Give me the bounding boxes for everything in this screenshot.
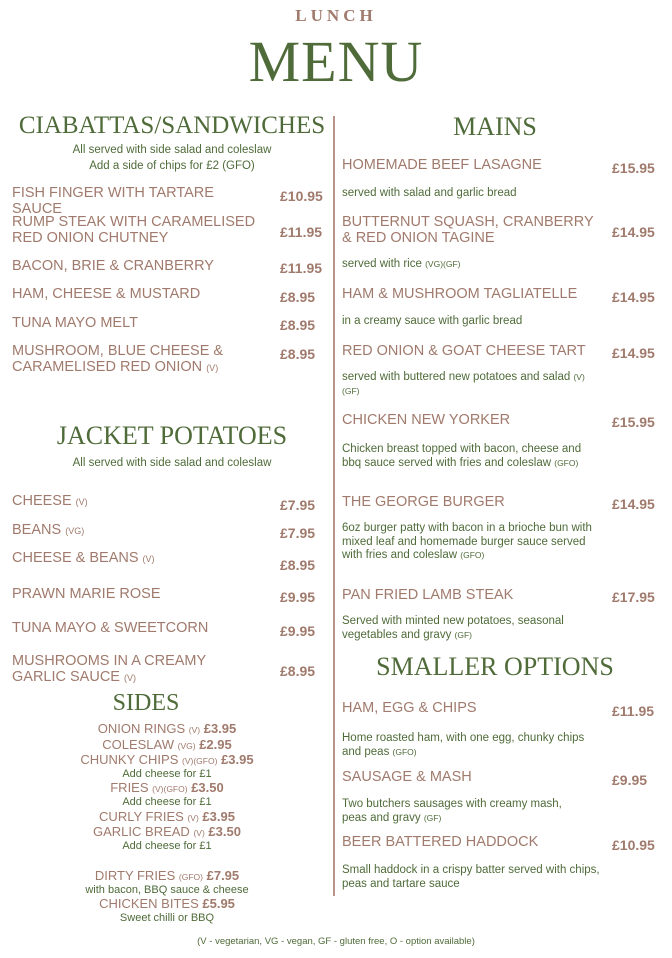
- ciabattas-subtitle-2: Add a side of chips for £2 (GFO): [89, 160, 255, 172]
- main-item-price: £14.95: [612, 496, 655, 512]
- main-item-price: £15.95: [612, 414, 655, 430]
- dietary-legend: (V - vegetarian, VG - vegan, GF - gluten free, O - option available): [197, 936, 475, 947]
- main-item-description: [342, 732, 604, 759]
- main-item-description: [342, 371, 602, 398]
- menu-item-price: £7.95: [280, 497, 316, 513]
- menu-item-name: TUNA MAYO MELT: [12, 315, 138, 331]
- main-item-price: £14.95: [612, 345, 655, 361]
- main-item-name: BUTTERNUT SQUASH, CRANBERRY & RED ONION TAGINE: [342, 214, 594, 246]
- dietary-tag: (VG): [177, 741, 196, 751]
- side-item: [12, 722, 322, 737]
- menu-item-price: £10.95: [280, 188, 323, 204]
- side-note: with bacon, BBQ sauce & cheese: [85, 884, 249, 896]
- dietary-tag: (V): [188, 725, 201, 735]
- menu-item-name: CHEESE & BEANS: [12, 550, 139, 566]
- dietary-tag: (GFO): [178, 872, 203, 882]
- menu-item: [12, 494, 262, 511]
- main-item-name: HAM, EGG & CHIPS: [342, 700, 477, 716]
- side-item: [12, 810, 322, 825]
- menu-title: MENU: [248, 29, 424, 94]
- dietary-tag: (V): [187, 813, 199, 823]
- side-note: Sweet chilli or BBQ: [119, 912, 215, 924]
- main-item-price: £17.95: [612, 589, 655, 605]
- main-item-description-text: 6oz burger patty with bacon in a brioche bun with mixed leaf and homemade burger sauce served with fries and coleslaw: [342, 522, 592, 561]
- dietary-tag: (VG)(GF): [425, 259, 461, 269]
- side-item-name: CHICKEN BITES: [99, 896, 199, 911]
- main-item-name: CHICKEN NEW YORKER: [342, 412, 511, 428]
- menu-item: [12, 551, 262, 568]
- side-item-name: CHUNKY CHIPS: [80, 752, 179, 767]
- main-item-description-text: Chicken breast topped with bacon, cheese and bbq sauce served with fries and coleslaw: [342, 443, 582, 469]
- side-item: [12, 753, 322, 768]
- menu-item-price: £8.95: [280, 663, 316, 679]
- dietary-tag: (GF): [454, 629, 472, 640]
- side-item: [12, 897, 322, 911]
- dietary-tag: (GFO): [554, 457, 579, 468]
- side-note: Add cheese for £1: [122, 768, 212, 780]
- main-item-description-text: Served with minted new potatoes, seasonal vegetables and gravy: [342, 615, 564, 641]
- side-item-price: £3.95: [202, 809, 235, 824]
- side-item-name: DIRTY FRIES: [94, 868, 176, 883]
- dietary-tag: (GFO): [460, 550, 485, 560]
- menu-item-name: RUMP STEAK WITH CARAMELISED RED ONION CHUTNEY: [12, 214, 256, 246]
- dietary-tag: (V): [193, 828, 205, 838]
- side-item-price: £7.95: [206, 868, 240, 883]
- dietary-tag: (V)(GFO): [152, 784, 188, 794]
- side-item: [12, 781, 322, 796]
- main-item-description: Small haddock in a crispy batter served with chips, peas and tartare sauce: [342, 864, 600, 890]
- main-item-price: £14.95: [612, 224, 655, 240]
- side-item-price: £2.95: [199, 737, 232, 752]
- side-item-name: FRIES: [110, 780, 149, 795]
- main-item-price: £10.95: [612, 837, 655, 853]
- menu-item-name: BEANS: [12, 522, 62, 538]
- dietary-tag: (V): [124, 672, 137, 683]
- side-item-price: £5.95: [202, 896, 235, 911]
- main-item-description: served with salad and garlic bread: [342, 187, 517, 199]
- lunch-heading: LUNCH: [295, 6, 377, 25]
- main-item-name: HAM & MUSHROOM TAGLIATELLE: [342, 286, 578, 302]
- column-divider: [333, 116, 335, 896]
- menu-item-price: £8.95: [280, 557, 316, 573]
- menu-item-price: £8.95: [280, 346, 316, 362]
- main-item-description: [342, 798, 582, 825]
- menu-item-name: MUSHROOM, BLUE CHEESE & CARAMELISED RED ONION: [12, 343, 224, 375]
- side-item-price: £3.95: [221, 752, 254, 767]
- menu-item-price: £8.95: [280, 317, 316, 333]
- smaller-options-title: SMALLER OPTIONS: [376, 652, 614, 681]
- side-item-name: CURLY FRIES: [99, 809, 184, 824]
- menu-item: [12, 523, 262, 540]
- menu-item-name: BACON, BRIE & CRANBERRY: [12, 258, 214, 274]
- main-item-name: RED ONION & GOAT CHEESE TART: [342, 343, 586, 359]
- main-item-description-text: served with rice: [342, 258, 422, 270]
- dietary-tag: (GF): [423, 812, 442, 823]
- dietary-tag: (V): [206, 362, 219, 373]
- main-item-description-text: Two butchers sausages with creamy mash, peas and gravy: [342, 798, 562, 824]
- main-item-name: HOMEMADE BEEF LASAGNE: [342, 157, 542, 173]
- side-item-price: £3.50: [191, 780, 224, 795]
- dietary-tag: (V): [75, 497, 88, 507]
- main-item-description: [342, 258, 610, 272]
- jacket-subtitle: All served with side salad and coleslaw: [72, 457, 272, 469]
- main-item-description: [342, 443, 597, 470]
- menu-item-price: £11.95: [280, 224, 323, 240]
- side-item-price: £3.50: [208, 824, 241, 839]
- menu-item-name: CHEESE: [12, 493, 72, 509]
- ciabattas-subtitle-1: All served with side salad and coleslaw: [72, 144, 272, 156]
- side-item: [12, 738, 322, 753]
- jacket-potatoes-title: JACKET POTATOES: [56, 421, 288, 450]
- menu-item-name: PRAWN MARIE ROSE: [12, 586, 161, 602]
- main-item-description: in a creamy sauce with garlic bread: [342, 315, 523, 327]
- ciabattas-title: CIABATTAS/SANDWICHES: [18, 112, 326, 139]
- sides-title: SIDES: [112, 690, 180, 716]
- main-item-price: £14.95: [612, 289, 655, 305]
- dietary-tag: (V): [142, 554, 155, 564]
- dietary-tag: (GFO): [392, 746, 417, 757]
- main-item-price: £9.95: [612, 772, 648, 788]
- main-item-name: PAN FRIED LAMB STEAK: [342, 587, 514, 603]
- side-note: Add cheese for £1: [122, 796, 212, 808]
- main-item-description-text: Home roasted ham, with one egg, chunky chips and peas: [342, 732, 585, 758]
- main-item-name: BEER BATTERED HADDOCK: [342, 834, 539, 850]
- menu-item-price: £11.95: [280, 260, 323, 276]
- menu-item-price: £8.95: [280, 289, 316, 305]
- side-item-name: COLESLAW: [102, 737, 174, 752]
- menu-item-price: £9.95: [280, 623, 316, 639]
- main-item-name: SAUSAGE & MASH: [342, 769, 472, 785]
- mains-title: MAINS: [453, 112, 537, 141]
- menu-item-price: £7.95: [280, 525, 316, 541]
- main-item-description: [342, 615, 577, 642]
- dietary-tag: (V)(GFO): [182, 756, 218, 766]
- side-note: Add cheese for £1: [122, 840, 212, 852]
- main-item-description: [342, 522, 604, 563]
- side-item-name: GARLIC BREAD: [93, 824, 190, 839]
- menu-item-name: HAM, CHEESE & MUSTARD: [12, 286, 201, 302]
- side-item: [12, 869, 322, 884]
- menu-item-name: FISH FINGER WITH TARTARE SAUCE: [12, 185, 214, 217]
- menu-item: [12, 344, 262, 376]
- dietary-tag: (V)(GF): [342, 372, 585, 396]
- menu-item-name: TUNA MAYO & SWEETCORN: [12, 620, 209, 636]
- side-item-name: ONION RINGS: [97, 721, 186, 736]
- side-item-price: £3.95: [203, 721, 237, 736]
- main-item-price: £15.95: [612, 160, 655, 176]
- menu-item-name: MUSHROOMS IN A CREAMY GARLIC SAUCE: [12, 653, 206, 685]
- dietary-tag: (VG): [65, 526, 85, 536]
- side-item: [12, 825, 322, 840]
- main-item-price: £11.95: [612, 703, 655, 719]
- main-item-description-text: served with buttered new potatoes and salad: [342, 371, 571, 383]
- main-item-name: THE GEORGE BURGER: [342, 494, 505, 510]
- menu-item: [12, 654, 252, 686]
- menu-item-price: £9.95: [280, 589, 316, 605]
